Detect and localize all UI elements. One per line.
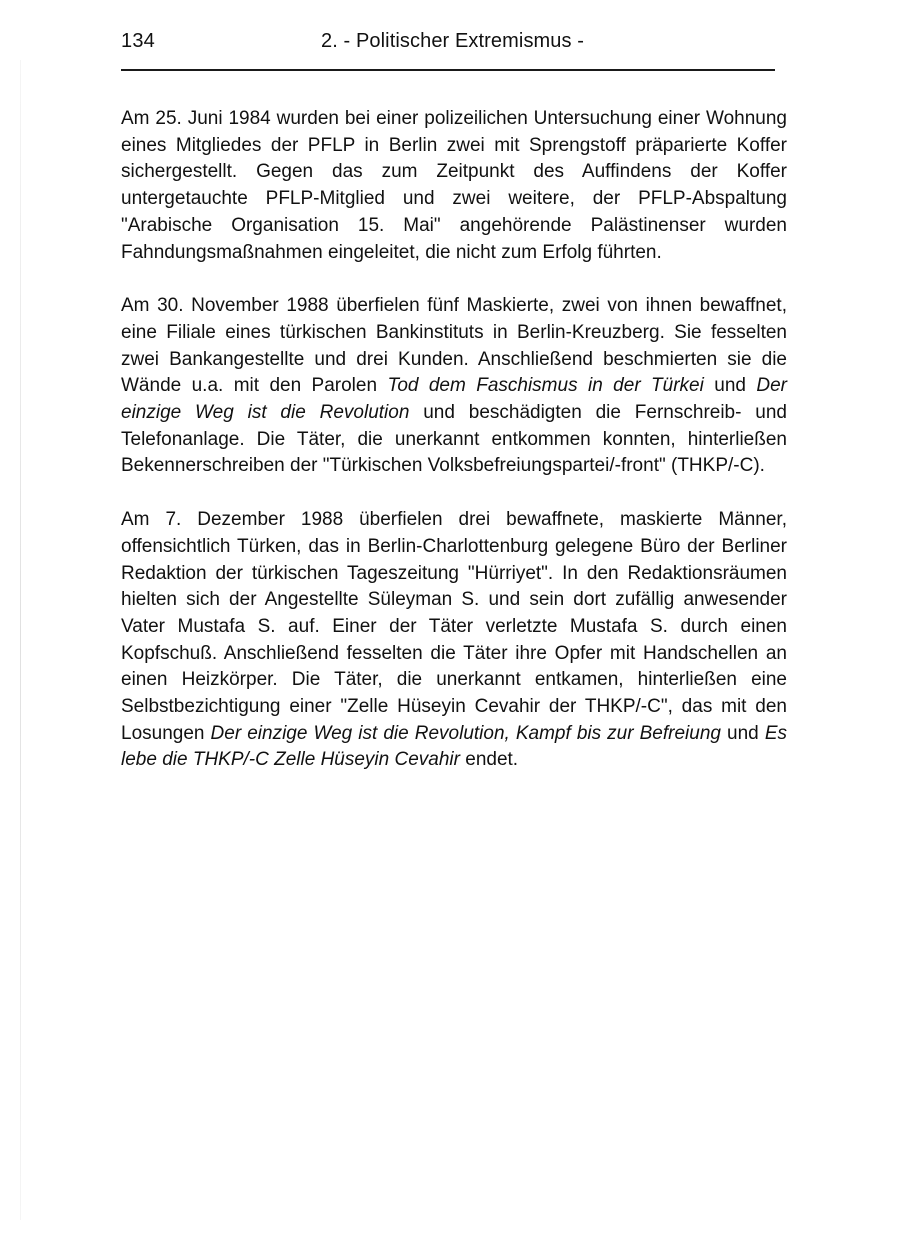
slogan-text: Der einzige Weg ist die Revolution, Kampf bis zur Befreiung <box>210 722 721 744</box>
body-text <box>121 106 787 801</box>
paragraph-bank-robbery-1988 <box>121 293 787 480</box>
slogan-text: Der einzige Weg ist die Revolution <box>121 375 787 424</box>
running-title: 2. - Politischer Extremismus - <box>321 30 585 52</box>
page-number: 134 <box>121 30 155 52</box>
paragraph-text: endet. <box>459 749 519 771</box>
paragraph-text: und <box>720 722 765 744</box>
slogan-text: Tod dem Faschismus in der Türkei <box>387 375 704 397</box>
slogan-text: Es lebe die THKP/-C Zelle Hüseyin Cevahir <box>121 722 787 771</box>
paragraph-hurriyet-1988 <box>121 507 787 774</box>
paragraph-text: und beschädigten die Fernschreib- und Telefonanlage. Die Täter, die unerkannt entkommen konnten, hinterließen Bekennerschreiben der "Türkischen Volksbefreiungspartei/-front" (THKP/-C). <box>121 402 787 477</box>
header-divider <box>121 69 775 71</box>
paragraph-pflp-1984 <box>121 106 787 266</box>
paragraph-text: Am 30. November 1988 überfielen fünf Maskierte, zwei von ihnen bewaffnet, eine Filiale eines türkischen Bankinstituts in Berlin-Kreuzberg. Sie fesselten zwei Bankangestellte und drei Kunden. Anschließend beschmierten sie die Wände u.a. mit den Parolen <box>121 295 787 397</box>
scan-edge-artifact <box>20 60 21 1220</box>
paragraph-text: und <box>703 375 757 397</box>
paragraph-text: Am 7. Dezember 1988 überfielen drei bewaffnete, maskierte Männer, offensichtlich Türken, das in Berlin-Charlottenburg gelegene Büro der Berliner Redaktion der türkischen Tageszeitung "Hürriyet". In den Redaktionsräumen hielten sich der Angestellte Süleyman S. und sein dort zufällig anwesender Vater Mustafa S. auf. Einer der Täter verletzte Mustafa S. durch einen Kopfschuß. Anschließend fesselten die Täter ihre Opfer mit Handschellen an einen Heizkörper. Die Täter, die unerkannt entkamen, hinterließen eine Selbstbezichtigung einer "Zelle Hüseyin Cevahir der THKP/-C", das mit den Losungen <box>121 509 787 744</box>
paragraph-text: Am 25. Juni 1984 wurden bei einer polizeilichen Untersuchung einer Wohnung eines Mitgliedes der PFLP in Berlin zwei mit Sprengstoff präparierte Koffer sichergestellt. Gegen das zum Zeitpunkt des Auffindens der Koffer untergetauchte PFLP-Mitglied und zwei weitere, der PFLP-Abspaltung "Arabische Organisation 15. Mai" angehörende Palästinenser wurden Fahndungsmaßnahmen eingeleitet, die nicht zum Erfolg führten. <box>121 108 787 263</box>
page-header <box>121 30 775 62</box>
